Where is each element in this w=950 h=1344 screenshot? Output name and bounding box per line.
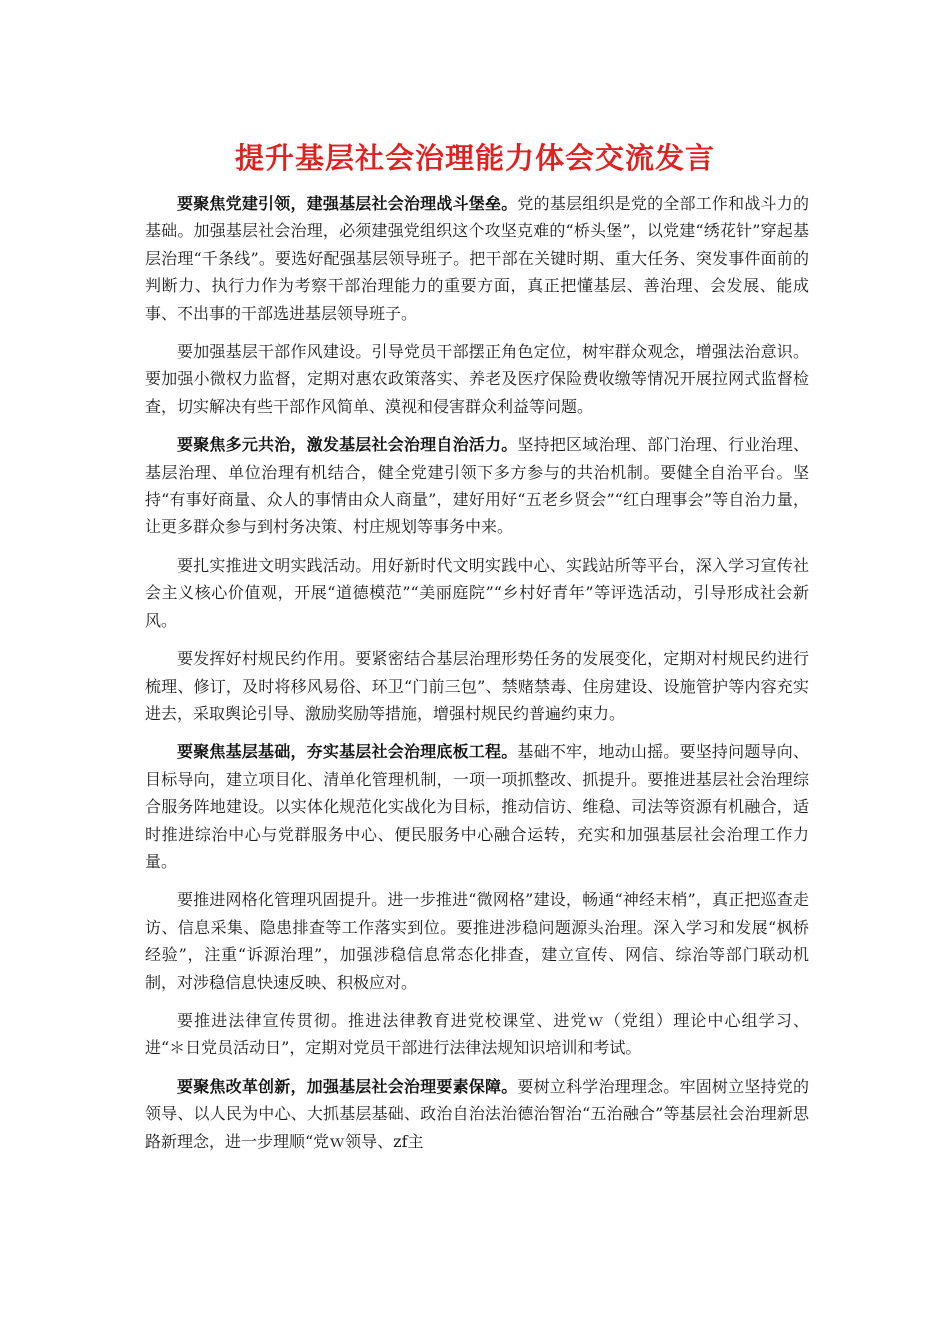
paragraph-heading: 要聚焦基层基础，夯实基层社会治理底板工程。	[177, 742, 518, 762]
paragraph-8	[145, 1007, 809, 1062]
paragraph-1	[145, 190, 809, 327]
paragraph-text: 要扎实推进文明实践活动。用好新时代文明实践中心、实践站所等平台，深入学习宣传社会主义核心价值观，开展“道德模范”“美丽庭院”“乡村好青年”等评选活动，引导形成社会新风。	[145, 555, 809, 630]
paragraph-text: 要推进法律宣传贯彻。推进法律教育进党校课堂、进党ｗ（党组）理论中心组学习、进“＊日党员活动日”，定期对党员干部进行法律法规知识培训和考试。	[145, 1010, 809, 1058]
paragraph-4	[145, 552, 809, 634]
paragraph-2	[145, 338, 809, 420]
document-title: 提升基层社会治理能力体会交流发言	[234, 141, 715, 175]
paragraph-text: 要加强基层干部作风建设。引导党员干部摆正角色定位，树牢群众观念，增强法治意识。要加强小微权力监督，定期对惠农政策落实、养老及医疗保险费收缴等情况开展拉网式监督检查，切实解决有些干部作风简单、漠视和侵害群众利益等问题。	[145, 342, 809, 416]
paragraph-text: 要推进网格化管理巩固提升。进一步推进“微网格”建设，畅通“神经末梢”，真正把巡查走访、信息采集、隐患排查等工作落实到位。要推进涉稳问题源头治理。深入学习和发展“枫桥经验”，注重“诉源治理”，加强涉稳信息常态化排查，建立宣传、网信、综治等部门联动机制，对涉稳信息快速反映、积极应对。	[145, 890, 809, 992]
paragraph-text: 要树立科学治理理念。牢固树立坚持党的领导、以人民为中心、大抓基层基础、政治自治法治德治智治“五治融合”等基层社会治理新思路新理念，进一步理顺“党ｗ领导、zf主	[145, 1076, 809, 1151]
paragraph-5	[145, 645, 809, 727]
paragraph-9	[145, 1073, 809, 1155]
paragraph-text: 要发挥好村规民约作用。要紧密结合基层治理形势任务的发展变化，定期对村规民约进行梳理、修订，及时将移风易俗、环卫“门前三包”、禁赌禁毒、住房建设、设施管护等内容充实进去，采取舆论引导、激励奖励等措施，增强村规民约普遍约束力。	[145, 649, 809, 723]
paragraph-text: 基础不牢，地动山摇。要坚持问题导向、目标导向，建立项目化、清单化管理机制，一项一项抓整改、抓提升。要推进基层社会治理综合服务阵地建设。以实体化规范化实战化为目标，推动信访、维稳、司法等资源有机融合，适时推进综治中心与党群服务中心、便民服务中心融合运转，充实和加强基层社会治理工作力量。	[145, 742, 809, 871]
paragraph-6	[145, 738, 809, 875]
paragraph-heading: 要聚焦党建引领，建强基层社会治理战斗堡垒。	[177, 194, 518, 213]
paragraph-7	[145, 886, 809, 996]
paragraph-heading: 要聚焦改革创新，加强基层社会治理要素保障。	[177, 1076, 518, 1096]
paragraph-text: 党的基层组织是党的全部工作和战斗力的基础。加强基层社会治理，必须建强党组织这个攻坚克难的“桥头堡”，以党建“绣花针”穿起基层治理“千条线”。要选好配强基层领导班子。把干部在关键时期、重大任务、突发事件面前的判断力、执行力作为考察干部治理能力的重要方面，真正把懂基层、善治理、会发展、能成事、不出事的干部选进基层领导班子。	[145, 194, 809, 323]
paragraph-3	[145, 431, 809, 541]
paragraph-text: 坚持把区域治理、部门治理、行业治理、基层治理、单位治理有机结合，健全党建引领下多方参与的共治机制。要健全自治平台。坚持“有事好商量、众人的事情由众人商量”，建好用好“五老乡贤会”“红白理事会”等自治力量，让更多群众参与到村务决策、村庄规划等事务中来。	[145, 435, 809, 537]
document-body	[145, 190, 809, 1166]
paragraph-heading: 要聚焦多元共治，激发基层社会治理自治活力。	[177, 435, 518, 455]
